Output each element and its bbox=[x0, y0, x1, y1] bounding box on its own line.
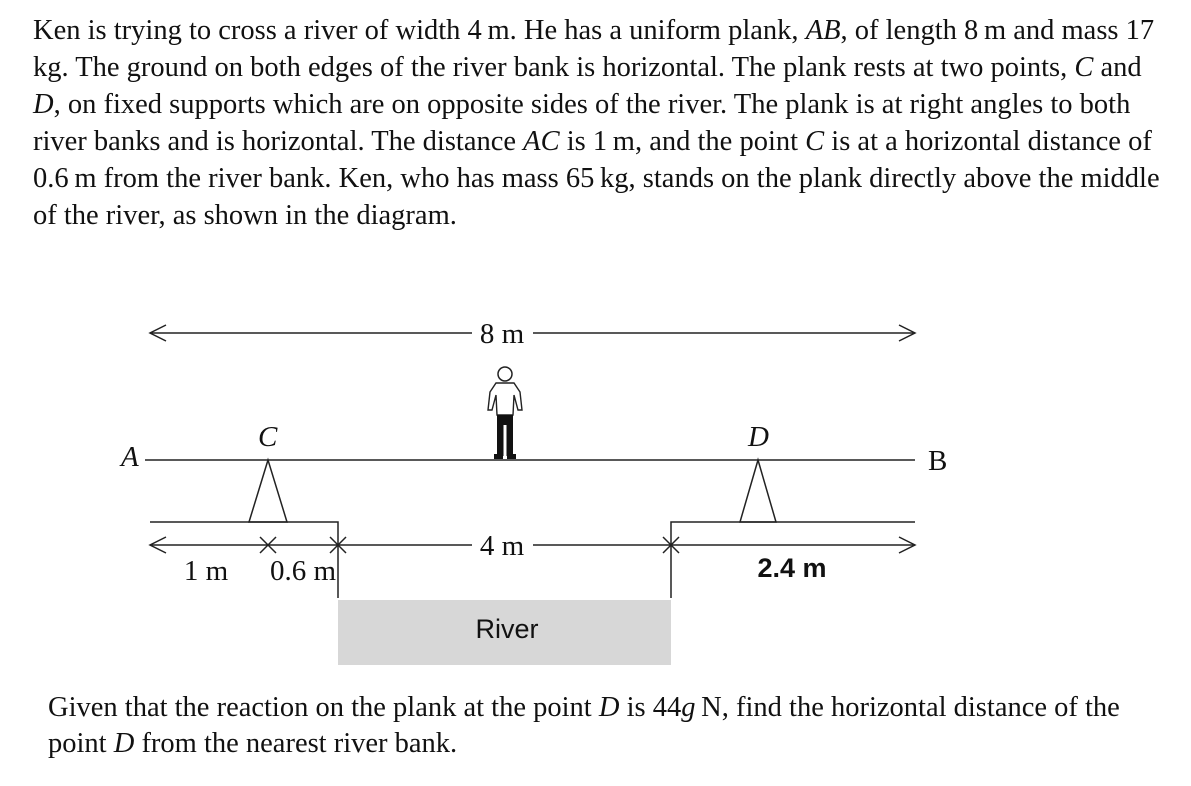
intro-text-5: is 1 m, and the point bbox=[559, 126, 806, 157]
distance-right-label: 2.4 m bbox=[757, 553, 827, 583]
question-point-d: D bbox=[598, 692, 620, 723]
g-symbol: g bbox=[681, 692, 696, 723]
question-text-3: N, find the horizontal distance of the point bbox=[48, 692, 1120, 759]
point-c-name-2: C bbox=[805, 126, 825, 157]
label-d: D bbox=[748, 421, 769, 453]
point-d-name: D bbox=[33, 89, 54, 120]
distance-ac-name: AC bbox=[523, 126, 560, 157]
distance-ac-label: 1 m bbox=[183, 555, 229, 587]
plank-length-arrow bbox=[150, 325, 915, 341]
label-a: A bbox=[121, 441, 139, 473]
question-text bbox=[48, 690, 1168, 762]
person-icon bbox=[488, 367, 522, 459]
plank-length-label: 8 m bbox=[479, 318, 525, 350]
river-label: River bbox=[475, 614, 539, 644]
question-text-1: Given that the reaction on the plank at the point bbox=[48, 692, 599, 723]
point-c-name: C bbox=[1074, 52, 1094, 83]
intro-text-4: , on fixed supports which are on opposite sides of the river. The plank is at right angles to both river banks and is horizontal. The distance bbox=[33, 89, 1131, 157]
bottom-dimension-arrow bbox=[150, 537, 915, 553]
intro-text-2: , of length 8 m and mass 17 kg. The ground on both edges of the river bank is horizontal. The plank rests at two points, bbox=[33, 15, 1160, 83]
river-width-label: 4 m bbox=[479, 530, 525, 562]
question-text-4: from the nearest river bank. bbox=[134, 728, 458, 759]
label-b: B bbox=[928, 445, 948, 477]
intro-text-6: is at a horizontal distance of 0.6 m from the river bank. Ken, who has mass 65 kg, stands on the plank directly above the middle of the river, as shown in the diagram. bbox=[33, 126, 1160, 231]
question-point-d-2: D bbox=[113, 728, 135, 759]
intro-text-1: Ken is trying to cross a river of width 4 m. He has a uniform plank, bbox=[33, 15, 806, 46]
distance-c-bank-label: 0.6 m bbox=[269, 555, 337, 587]
intro-text-3: and bbox=[1093, 52, 1142, 83]
plank-name: AB bbox=[805, 15, 841, 46]
question-text-2: is 44 bbox=[619, 692, 682, 723]
support-c bbox=[249, 460, 287, 522]
label-c: C bbox=[258, 421, 278, 453]
support-d bbox=[740, 460, 776, 522]
